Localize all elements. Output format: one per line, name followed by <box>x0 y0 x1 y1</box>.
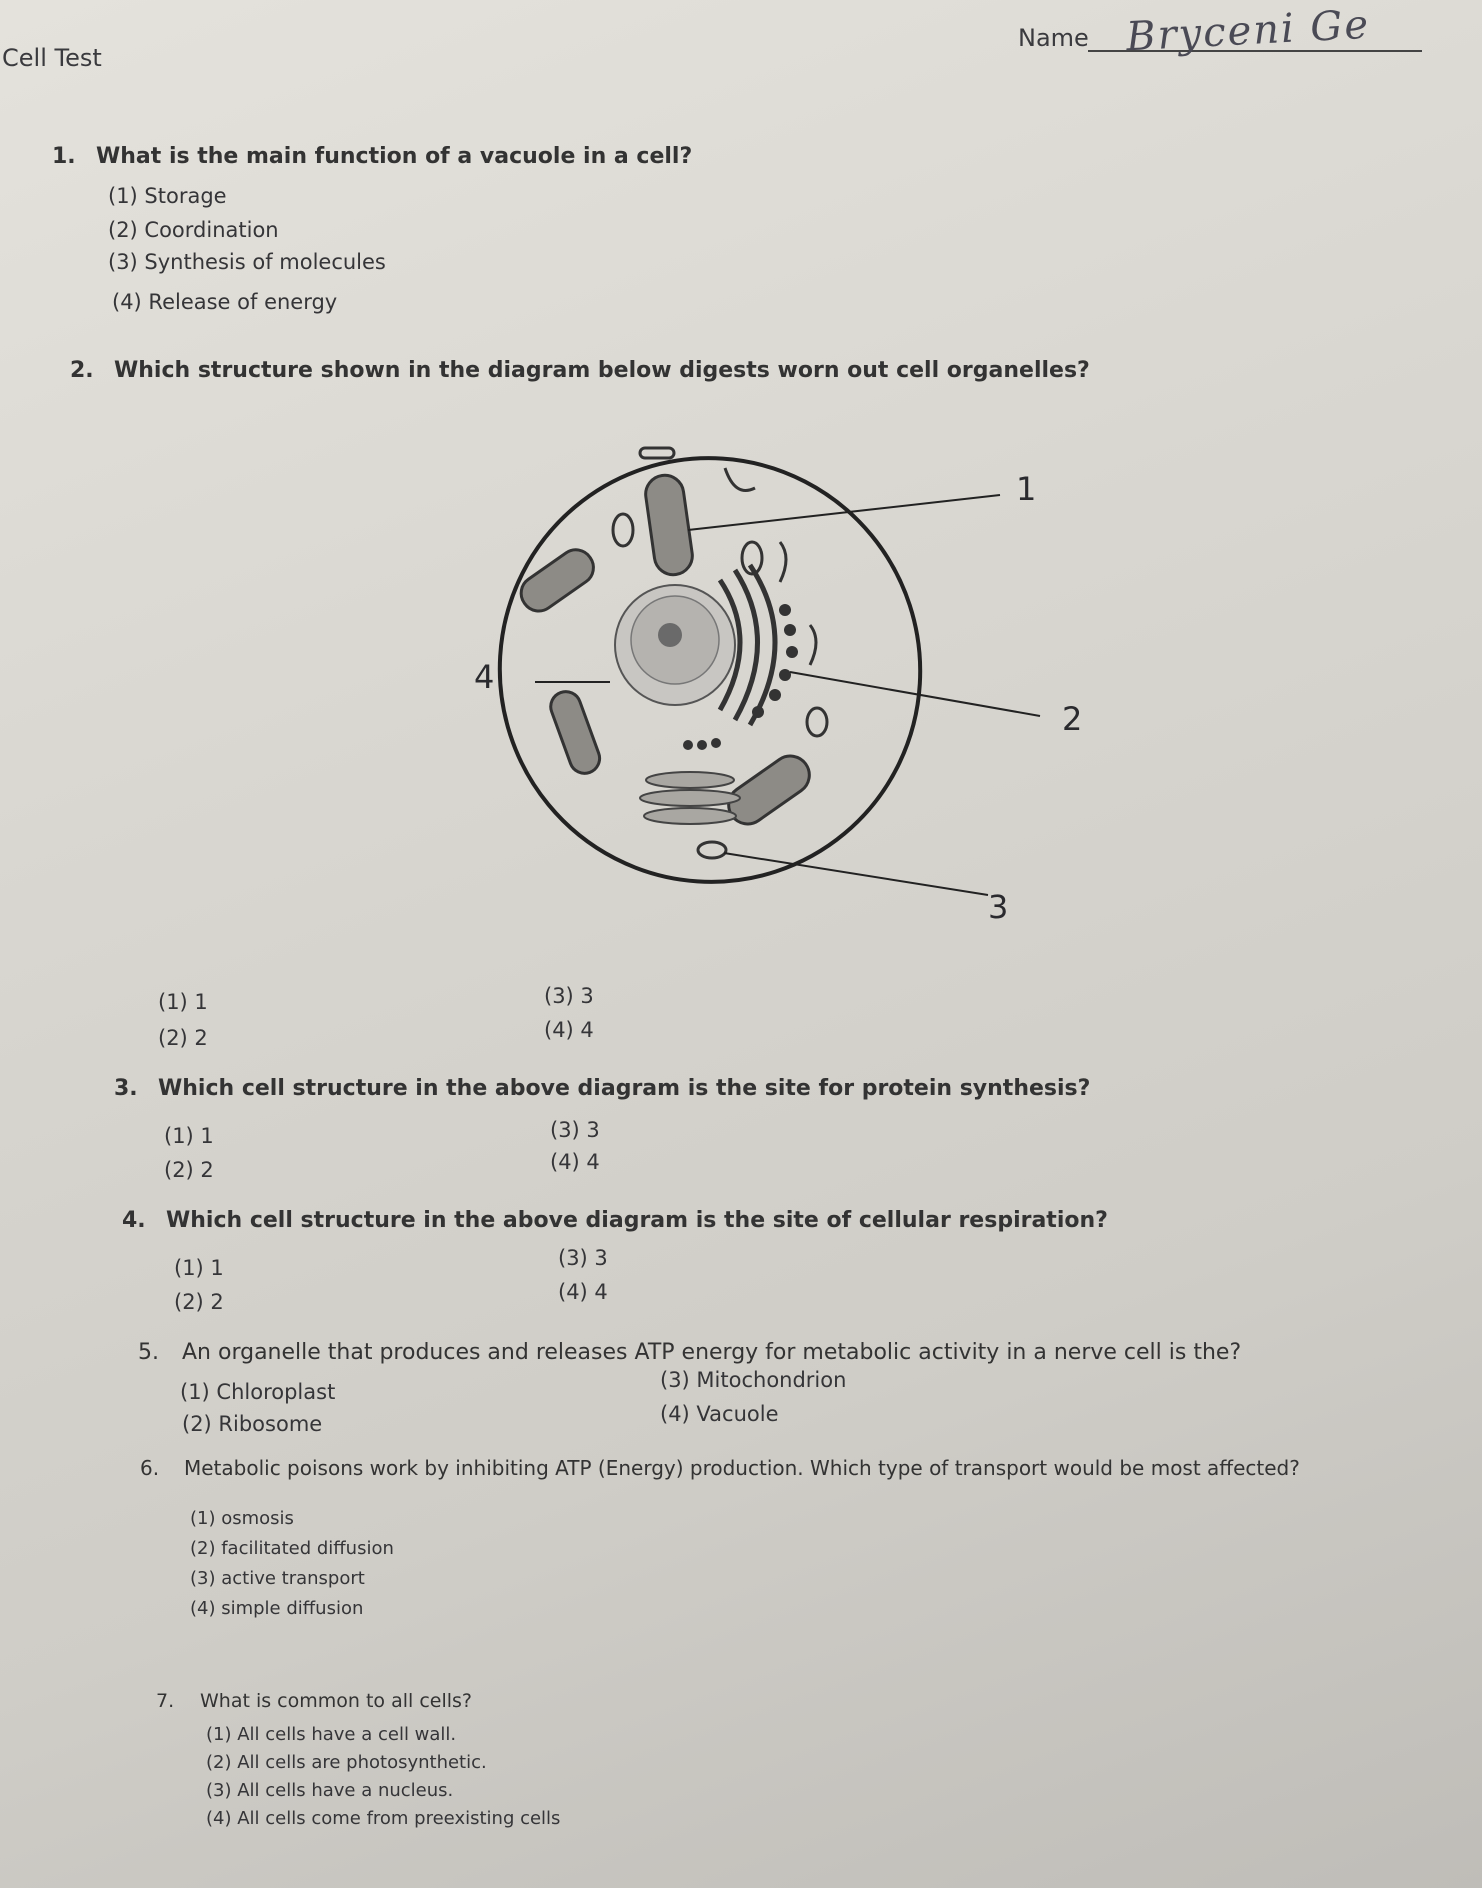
worksheet-title: Cell Test <box>2 44 102 72</box>
mitochondrion <box>643 473 695 577</box>
question-1 <box>52 144 692 169</box>
option: (1) 1 <box>164 1124 214 1148</box>
question-4 <box>122 1208 1108 1233</box>
question-number: 1. <box>52 144 76 169</box>
diagram-label-3: 3 <box>988 888 1009 926</box>
option: (1) 1 <box>174 1256 224 1280</box>
option: (4) 4 <box>558 1280 608 1304</box>
mitochondrion <box>721 749 817 832</box>
option: (3) active transport <box>190 1568 365 1589</box>
option: (4) Vacuole <box>660 1402 779 1426</box>
option: (4) All cells come from preexisting cells <box>206 1808 561 1829</box>
option: (3) Mitochondrion <box>660 1368 847 1392</box>
question-3 <box>114 1076 1090 1101</box>
option: (3) Synthesis of molecules <box>108 250 386 274</box>
option: (2) Ribosome <box>182 1412 323 1436</box>
mitochondrion <box>514 543 600 618</box>
option: (2) 2 <box>158 1026 208 1050</box>
option: (4) Release of energy <box>112 290 338 314</box>
nucleolus <box>658 623 682 647</box>
option: (3) 3 <box>558 1246 608 1270</box>
animal-cell-diagram <box>440 420 1083 940</box>
handwritten-name: Bryceni Ge <box>1124 1 1372 61</box>
question-text: What is the main function of a vacuole in a cell? <box>96 144 693 169</box>
option: (4) 4 <box>544 1018 594 1042</box>
question-number: 6. <box>140 1456 160 1480</box>
question-text: Which structure shown in the diagram below digests worn out cell organelles? <box>114 358 1090 383</box>
option: (2) 2 <box>164 1158 214 1182</box>
question-text: An organelle that produces and releases ATP energy for metabolic activity in a nerve cell is the? <box>182 1340 1242 1365</box>
question-text: Which cell structure in the above diagram is the site for protein synthesis? <box>158 1076 1091 1101</box>
label-line-1 <box>688 495 1000 530</box>
question-7 <box>156 1690 472 1712</box>
option: (1) 1 <box>158 990 208 1014</box>
question-number: 2. <box>70 358 94 383</box>
question-number: 5. <box>138 1340 159 1365</box>
option: (3) 3 <box>544 984 594 1008</box>
option: (3) 3 <box>550 1118 600 1142</box>
question-text: Which cell structure in the above diagram is the site of cellular respiration? <box>166 1208 1108 1233</box>
diagram-label-4: 4 <box>474 658 495 696</box>
option: (2) Coordination <box>108 218 279 242</box>
diagram-label-2: 2 <box>1062 700 1083 738</box>
option: (2) All cells are photosynthetic. <box>206 1752 487 1773</box>
er-arc <box>750 565 775 725</box>
question-5 <box>138 1340 1241 1365</box>
option: (2) 2 <box>174 1290 224 1314</box>
question-2 <box>70 358 1090 383</box>
question-number: 4. <box>122 1208 146 1233</box>
option: (1) osmosis <box>190 1508 294 1529</box>
question-number: 3. <box>114 1076 138 1101</box>
question-text: Metabolic poisons work by inhibiting ATP (Energy) production. Which type of transport would be most affected? <box>184 1456 1300 1480</box>
diagram-label-1: 1 <box>1016 470 1037 508</box>
option: (1) Chloroplast <box>180 1380 336 1404</box>
option: (3) All cells have a nucleus. <box>206 1780 454 1801</box>
option: (4) 4 <box>550 1150 600 1174</box>
mitochondrion <box>547 687 604 777</box>
question-6 <box>140 1456 1300 1480</box>
question-number: 7. <box>156 1690 175 1712</box>
question-text: What is common to all cells? <box>200 1690 473 1712</box>
name-label: Name <box>1018 24 1089 52</box>
option: (2) facilitated diffusion <box>190 1538 394 1559</box>
golgi-apparatus <box>640 772 740 824</box>
option: (4) simple diffusion <box>190 1598 364 1619</box>
option: (1) Storage <box>108 184 227 208</box>
option: (1) All cells have a cell wall. <box>206 1724 457 1745</box>
